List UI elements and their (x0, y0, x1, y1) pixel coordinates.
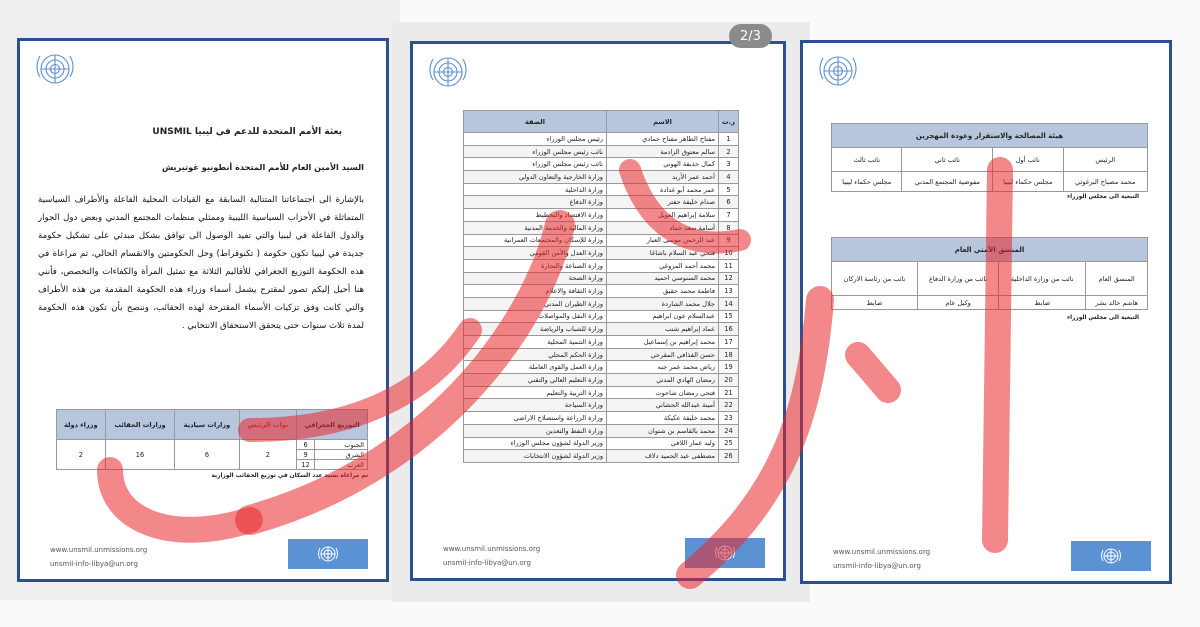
row-number: 3 (719, 158, 739, 171)
table-title-row (832, 238, 1148, 262)
minister-name: محمد بالقاسم بن شتوان (607, 424, 719, 437)
table-header: ر.ت (719, 111, 739, 133)
table-row (464, 399, 739, 412)
table-row (464, 437, 739, 450)
minister-name: عبد الرحمن موسى العبار (607, 234, 719, 247)
row-number: 26 (719, 450, 739, 463)
document-page-3[interactable] (800, 40, 1172, 584)
row-number: 20 (719, 374, 739, 387)
minister-role: وزارة الخارجية والتعاون الدولي (464, 171, 607, 184)
minister-role: نائب رئيس مجلس الوزراء (464, 145, 607, 158)
minister-role: وزارة للشباب والرياضة (464, 323, 607, 336)
minister-role: وزارة الاقتصاد والتخطيط (464, 209, 607, 222)
minister-role: وزارة الحكم المحلي (464, 348, 607, 361)
minister-name: سالم معتوق الزادمة (607, 145, 719, 158)
table-header: وزراء دولة (57, 410, 106, 440)
table-header: نائب من وزارة الدفاع (917, 262, 998, 296)
row-number: 1 (719, 133, 739, 146)
table-cell: ضابط (999, 296, 1086, 310)
un-logo-icon (421, 50, 475, 96)
table-header: نائب ثاني (902, 148, 993, 172)
table-header-row (832, 262, 1148, 296)
table-header: المنسق العام (1086, 262, 1148, 296)
un-logo-icon (28, 47, 82, 93)
table-header: نائب من وزارة الداخلية (999, 262, 1086, 296)
minister-name: رياض محمد عمر جبه (607, 361, 719, 374)
minister-name: أمينة عبدالله الحشاني (607, 399, 719, 412)
minister-role: وزارة الدفاع (464, 196, 607, 209)
table-row (832, 296, 1148, 310)
table-cell: محمد مصباح البرغوثي (1063, 172, 1148, 192)
un-flag-icon (1071, 541, 1151, 571)
minister-role: وزارة الصحة (464, 272, 607, 285)
minister-role: رئيس مجلس الوزراء (464, 133, 607, 146)
table-title: المنسق الأمني العام (832, 238, 1148, 262)
table-note: تم مراعاة نسبة عدد السكان في توزيع الحقائب الوزارية (211, 473, 368, 479)
row-number: 6 (719, 196, 739, 209)
table-header-row (57, 410, 368, 440)
table-row (464, 247, 739, 260)
state-value: 2 (57, 440, 106, 470)
minister-role: وزير الدولة لشؤون الانتخابات (464, 450, 607, 463)
footer-website-link[interactable]: www.unsmil.unmissions.org (833, 548, 931, 556)
table-cell: هاشم خالد بشر (1086, 296, 1148, 310)
minister-role: وزير الدولة لشؤون مجلس الوزراء (464, 437, 607, 450)
table-row (464, 259, 739, 272)
table-header: الصفة (464, 111, 607, 133)
page-counter-badge: 2/3 (729, 24, 772, 48)
row-number: 7 (719, 209, 739, 222)
un-logo-icon (811, 49, 865, 95)
table-row (464, 323, 739, 336)
minister-name: أسامة سعد حماد (607, 221, 719, 234)
row-number: 5 (719, 183, 739, 196)
table-row (464, 336, 739, 349)
row-number: 4 (719, 171, 739, 184)
table-header: الاسم (607, 111, 719, 133)
table-header-row (464, 111, 739, 133)
footer-email-link[interactable]: unsmil-info-libya@un.org (50, 560, 138, 568)
minister-name: محمد إبراهيم بن إسماعيل (607, 336, 719, 349)
table-cell: ضابط (832, 296, 918, 310)
row-number: 24 (719, 424, 739, 437)
minister-name: فتحي رمضان شاحوت (607, 386, 719, 399)
minister-role: نائب رئيس مجلس الوزراء (464, 158, 607, 171)
table-row (464, 412, 739, 425)
deputies-value: 2 (239, 440, 297, 470)
row-number: 11 (719, 259, 739, 272)
table-header: نائب ثالث (832, 148, 902, 172)
table-header: وزارات سيادية (175, 410, 239, 440)
region-name: الغرب (315, 460, 368, 470)
minister-role: وزارة الداخلية (464, 183, 607, 196)
table-row (464, 310, 739, 323)
table-row (464, 285, 739, 298)
minister-name: كمال حذيفة الهوني (607, 158, 719, 171)
table-row (464, 272, 739, 285)
row-number: 15 (719, 310, 739, 323)
page-footer (833, 545, 930, 573)
minister-name: عبدالسلام عون ابراهيم (607, 310, 719, 323)
row-number: 9 (719, 234, 739, 247)
page-footer (50, 543, 147, 571)
table-cell: مجلس حكماء ليبيا (832, 172, 902, 192)
table-row (464, 133, 739, 146)
un-flag-icon (685, 538, 765, 568)
ministers-table (463, 110, 739, 463)
table-row (464, 374, 739, 387)
region-name: الجنوب (315, 440, 368, 450)
table-title-row (832, 124, 1148, 148)
row-number: 2 (719, 145, 739, 158)
minister-role: وزارة التعليم العالي والتقني (464, 374, 607, 387)
minister-name: وليد عمار اللافي (607, 437, 719, 450)
portfolios-value: 16 (105, 440, 175, 470)
table-note: التبعية الى مجلس الوزراء (1067, 194, 1139, 200)
region-count: 9 (297, 450, 315, 460)
table-title: هيئة المصالحة والاستقرار وعودة المهجرين (832, 124, 1148, 148)
minister-name: رمضان الهادي المدني (607, 374, 719, 387)
minister-name: مصطفى عبد الحميد دلاف (607, 450, 719, 463)
minister-name: محمد السنوسي احميد (607, 272, 719, 285)
minister-role: وزارة الصناعة والتجارة (464, 259, 607, 272)
table-row (832, 172, 1148, 192)
reconciliation-table (831, 123, 1148, 192)
distribution-table (56, 409, 368, 470)
minister-role: وزارة للإسكان والمجتمعات العمرانية (464, 234, 607, 247)
table-header: نواب الرئيس (239, 410, 297, 440)
minister-name: عمر محمد أبو غدادة (607, 183, 719, 196)
table-row (464, 221, 739, 234)
minister-name: حسن القذافي المقرحي (607, 348, 719, 361)
footer-email-link[interactable]: unsmil-info-libya@un.org (443, 559, 531, 567)
row-number: 16 (719, 323, 739, 336)
minister-name: عماد إبراهيم شنب (607, 323, 719, 336)
minister-name: فاطمة محمد حقيق (607, 285, 719, 298)
minister-role: وزارة الثقافة والاعلام (464, 285, 607, 298)
table-row (464, 450, 739, 463)
table-row (464, 145, 739, 158)
table-header: نائب من رئاسة الاركان (832, 262, 918, 296)
table-header: وزارات الحقائب (105, 410, 175, 440)
minister-name: سلامة إبراهيم الغويل (607, 209, 719, 222)
footer-website-link[interactable]: www.unsmil.unmissions.org (50, 546, 148, 554)
minister-name: جلال محمد الشاردة (607, 297, 719, 310)
minister-role: وزارة العمل والقوى العاملة (464, 361, 607, 374)
minister-name: صدام خليفة حفتر (607, 196, 719, 209)
table-row (464, 348, 739, 361)
minister-name: محمد خليفة عكيكة (607, 412, 719, 425)
minister-role: وزارة النقل والمواصلات (464, 310, 607, 323)
table-row (57, 440, 368, 450)
region-name: الشرق (315, 450, 368, 460)
table-row (464, 424, 739, 437)
row-number: 10 (719, 247, 739, 260)
table-row (464, 196, 739, 209)
region-count: 6 (297, 440, 315, 450)
minister-role: وزارة الطيران المدني (464, 297, 607, 310)
document-page-2[interactable] (410, 41, 786, 581)
minister-name: أحمد عمر الأربد (607, 171, 719, 184)
table-cell: مجلس حكماء ليبيا (993, 172, 1063, 192)
security-coordinator-table (831, 237, 1148, 310)
table-header: الرئيس (1063, 148, 1148, 172)
minister-role: وزارة المالية والخدمة المدنية (464, 221, 607, 234)
row-number: 25 (719, 437, 739, 450)
table-row (464, 234, 739, 247)
table-row (464, 183, 739, 196)
footer-email-link[interactable]: unsmil-info-libya@un.org (833, 562, 921, 570)
table-header-row (832, 148, 1148, 172)
minister-role: وزارة السياحة (464, 399, 607, 412)
minister-role: وزارة العدل والأمن القومي (464, 247, 607, 260)
row-number: 17 (719, 336, 739, 349)
un-flag-icon (288, 539, 368, 569)
letter-paragraph: بالإشارة الى اجتماعاتنا المتتالية السابقة مع القيادات المحلية الفاعلة والأطراف السياسية المتماثلة في الأحزاب السياسية الليبية وممثلي منظمات المجتمع المدني وبعض دول الجوار والدول الفاعلة في ليبيا والتي تفيد الوصول الى توافق بشكل مبدئي على تشكيل حكومة جديدة في ليبيا تكون حكومة ( تكنوقراط) وحل الحكومتين والانقسام الحالي، تم مراعاة في هذه الحكومة التوزيع الجغرافي للأقاليم الثلاثة مع تمثيل المرأة والكفاءات والتخصص، فأنني هنا أحيل إليكم تصور لمقترح يشمل أسماء وزراء هذه الحكومة المقدمة من هذه الأطراف والتي كانت وفق تزكيات الأسماء المقترحة لهذه الحقائب، وننصح بأن تكون هذه الحكومة لمدة ثلاث سنوات حتى يتحقق الاستحقاق الانتخابي . (38, 195, 364, 331)
minister-role: وزارة التنمية المحلية (464, 336, 607, 349)
table-note: التبعية الى مجلس الوزراء (1067, 315, 1139, 321)
page-footer (443, 542, 540, 570)
sovereign-value: 6 (175, 440, 239, 470)
table-row (464, 171, 739, 184)
row-number: 22 (719, 399, 739, 412)
table-row (464, 297, 739, 310)
region-count: 12 (297, 460, 315, 470)
row-number: 12 (719, 272, 739, 285)
minister-role: وزارة الزراعة واستصلاح الاراضي (464, 412, 607, 425)
minister-name: محمد أحمد المزوغي (607, 259, 719, 272)
minister-role: وزارة النفط والتعدين (464, 424, 607, 437)
row-number: 23 (719, 412, 739, 425)
row-number: 14 (719, 297, 739, 310)
row-number: 21 (719, 386, 739, 399)
row-number: 13 (719, 285, 739, 298)
document-page-1[interactable] (17, 38, 389, 582)
table-row (464, 386, 739, 399)
row-number: 18 (719, 348, 739, 361)
minister-name: فتحي عبد السلام باشاغا (607, 247, 719, 260)
table-header: التوزيع الجغرافي (297, 410, 368, 440)
letter-title: بعثة الأمم المتحدة للدعم في ليبيا UNSMIL (152, 127, 342, 137)
table-cell: وكيل عام (917, 296, 998, 310)
row-number: 8 (719, 221, 739, 234)
letter-addressee: السيد الأمين العام للأمم المتحدة أنطونيو غوتيريش (161, 162, 364, 172)
table-row (464, 209, 739, 222)
table-row (464, 158, 739, 171)
table-cell: مفوضية المجتمع المدني (902, 172, 993, 192)
table-header: نائب أول (993, 148, 1063, 172)
row-number: 19 (719, 361, 739, 374)
minister-name: مفتاح الطاهر مفتاح حمادي (607, 133, 719, 146)
footer-website-link[interactable]: www.unsmil.unmissions.org (443, 545, 541, 553)
table-row (464, 361, 739, 374)
minister-role: وزارة التربية والتعليم (464, 386, 607, 399)
